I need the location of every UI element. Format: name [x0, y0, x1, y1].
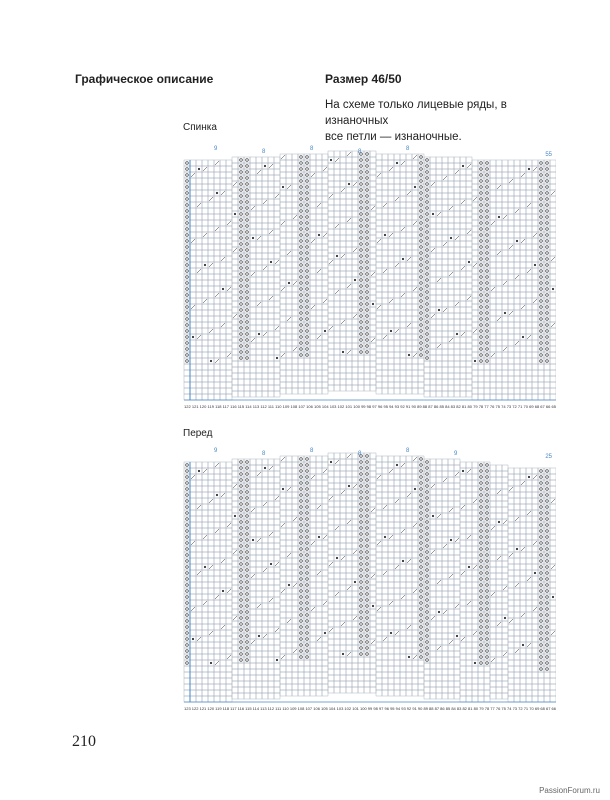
segment-mark: 8	[406, 448, 410, 454]
segment-mark: 8	[262, 451, 266, 457]
front-chart-label: Перед	[183, 428, 213, 439]
segment-mark: 8	[406, 146, 410, 152]
segment-mark: 9	[214, 146, 218, 152]
watermark: PassionForum.ru	[539, 786, 600, 795]
segment-mark: 8	[358, 451, 362, 457]
back-knitting-chart	[178, 138, 556, 416]
segment-mark: 8	[310, 448, 314, 454]
note-line-1: На схеме только лицевые ряды, в изнаночных	[325, 99, 507, 127]
segment-mark: 8	[310, 146, 314, 152]
chart-grid	[184, 453, 556, 702]
size-title: Размер 46/50	[325, 72, 402, 86]
note-line-2: все петли — изнаночные.	[325, 131, 462, 143]
column-numbers: 122 121 120 119 118 117 116 115 114 113 112 111 110 109 108 107 106 105 104 103 102 101 100 99 98 97 96 95 94 93 92 91 90 89 88 87 86 85 84 83 82 81 80 79 78 77 76 75 74 73 72 71 70 69 68 67 66 65	[184, 405, 556, 409]
segment-mark: 8	[262, 149, 266, 155]
section-title: Графическое описание	[75, 72, 214, 86]
column-numbers: 123 122 121 120 119 118 117 116 115 114 113 112 111 110 109 108 107 106 105 104 103 102 101 100 99 98 97 96 95 94 93 92 91 90 89 88 87 86 85 84 83 82 81 80 79 78 77 76 75 74 73 72 71 70 69 68 67 66	[184, 707, 556, 711]
segment-mark: 8	[358, 149, 362, 155]
chart-top-number: 55	[545, 152, 552, 158]
segment-mark: 9	[214, 448, 218, 454]
front-knitting-chart	[178, 440, 556, 718]
page-number: 210	[72, 733, 96, 750]
chart-top-number: 25	[545, 454, 552, 460]
segment-mark: 9	[454, 451, 458, 457]
chart-grid	[184, 151, 556, 400]
back-chart-label: Спинка	[183, 122, 217, 133]
